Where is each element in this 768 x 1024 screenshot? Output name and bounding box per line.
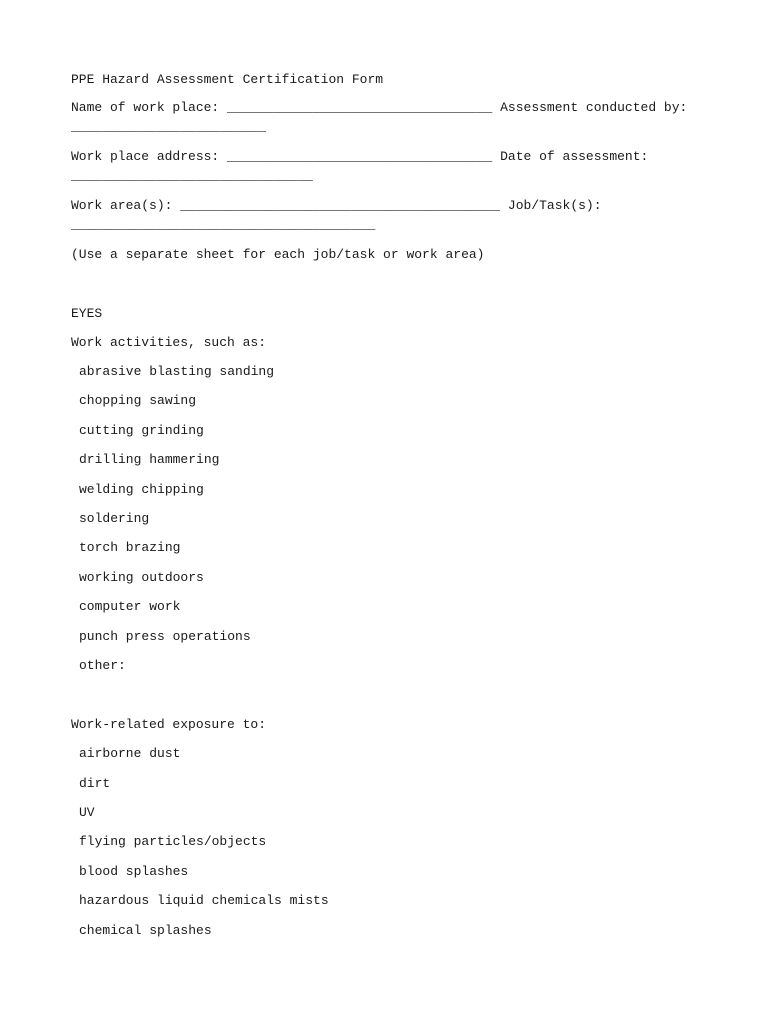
work-area-field[interactable]: _________________________________________ <box>180 198 501 213</box>
list-item: chopping sawing <box>79 393 197 409</box>
list-item: working outdoors <box>79 569 204 585</box>
work-area-row <box>71 196 691 234</box>
workplace-address-label: Work place address: <box>71 149 220 164</box>
work-area-label: Work area(s): <box>71 198 173 213</box>
workplace-address-field[interactable]: __________________________________ <box>227 149 493 164</box>
assessor-label: Assessment conducted by: <box>500 100 688 115</box>
list-item: UV <box>79 805 95 821</box>
list-item: cutting grinding <box>79 422 204 438</box>
form-page <box>71 70 691 950</box>
separate-sheet-note: (Use a separate sheet for each job/task or work area) <box>71 247 485 262</box>
assessor-field[interactable]: _________________________ <box>71 119 267 134</box>
list-item: flying particles/objects <box>79 834 267 850</box>
workplace-address-row <box>71 147 691 185</box>
section-spacer <box>71 685 691 715</box>
work-activities-heading: Work activities, such as: <box>71 335 267 350</box>
list-item: welding chipping <box>79 481 204 497</box>
exposure-list <box>71 744 691 939</box>
list-item: chemical splashes <box>79 922 212 938</box>
job-task-label: Job/Task(s): <box>507 198 602 213</box>
list-item: abrasive blasting sanding <box>79 364 275 379</box>
list-item: torch brazing <box>79 540 181 556</box>
list-item: drilling hammering <box>79 452 220 468</box>
workplace-name-row <box>71 98 691 136</box>
list-item: other: <box>79 657 126 673</box>
job-task-field[interactable]: _______________________________________ <box>71 217 376 232</box>
list-item: blood splashes <box>79 863 189 879</box>
list-item: soldering <box>79 510 150 526</box>
assessment-date-label: Date of assessment: <box>500 149 649 164</box>
list-item: hazardous liquid chemicals mists <box>79 893 329 909</box>
list-item: punch press operations <box>79 628 251 644</box>
list-item: airborne dust <box>79 746 181 762</box>
workplace-name-field[interactable]: __________________________________ <box>227 100 493 115</box>
exposure-heading: Work-related exposure to: <box>71 717 267 733</box>
list-item: dirt <box>79 775 111 791</box>
workplace-name-label: Name of work place: <box>71 100 220 115</box>
form-title: PPE Hazard Assessment Certification Form <box>71 72 384 87</box>
assessment-date-field[interactable]: _______________________________ <box>71 168 313 183</box>
list-item: computer work <box>79 599 181 615</box>
work-activities-list <box>71 362 691 675</box>
section-eyes-heading: EYES <box>71 306 103 321</box>
